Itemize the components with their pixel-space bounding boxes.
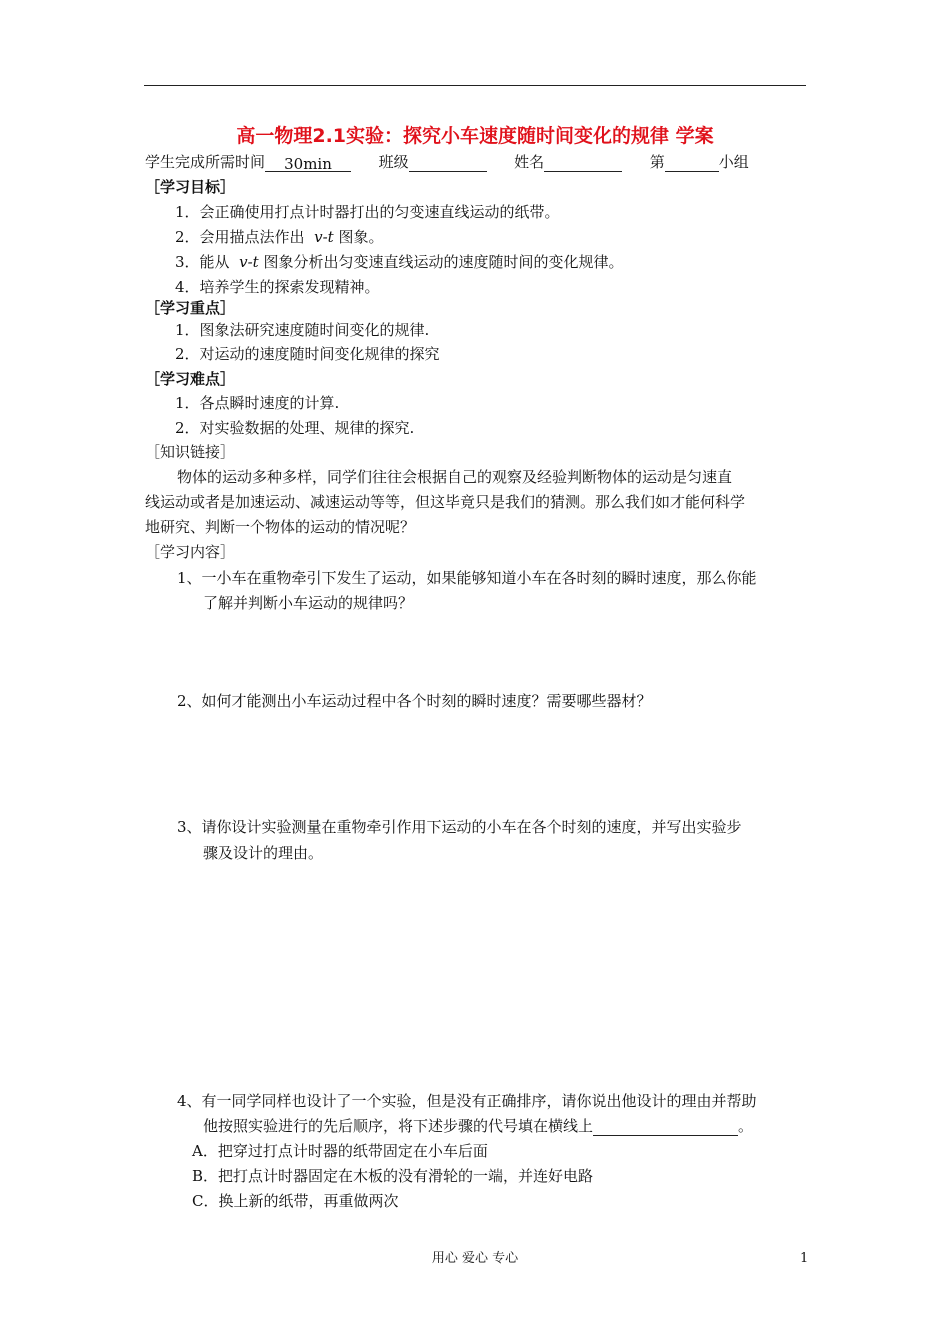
group-blank[interactable] <box>665 154 719 172</box>
difficulty-1: 1．各点瞬时速度的计算. <box>175 394 340 412</box>
time-value: 30min <box>265 154 351 172</box>
goals-heading: ［学习目标］ <box>145 178 236 196</box>
name-blank[interactable] <box>544 154 622 172</box>
document-title: 高一物理2.1实验：探究小车速度随时间变化的规律 学案 <box>236 125 714 147</box>
class-label: 班级 <box>378 153 409 171</box>
time-label: 学生完成所需时间 <box>145 153 266 171</box>
question-1-line-1: 1、一小车在重物牵引下发生了运动，如果能够知道小车在各时刻的瞬时速度，那么你能 <box>177 569 757 587</box>
knowledge-line-1: 物体的运动多种多样，同学们往往会根据自己的观察及经验判断物体的运动是匀速直 <box>177 468 733 486</box>
option-a: A．把穿过打点计时器的纸带固定在小车后面 <box>192 1142 488 1160</box>
key-points-heading: ［学习重点］ <box>145 299 236 317</box>
question-2: 2、如何才能测出小车运动过程中各个时刻的瞬时速度？需要哪些器材？ <box>177 692 652 710</box>
header-rule <box>144 85 806 86</box>
option-c: C．换上新的纸带，再重做两次 <box>192 1192 399 1210</box>
key-point-1: 1．图象法研究速度随时间变化的规律. <box>175 321 430 339</box>
footer-text: 用心 爱心 专心 <box>431 1251 519 1266</box>
class-blank[interactable] <box>409 154 487 172</box>
vt-symbol: v-t <box>239 253 259 271</box>
goal-item-3: 3．能从 v-t 图象分析出匀变速直线运动的速度随时间的变化规律。 <box>175 253 624 271</box>
goal-item-4: 4．培养学生的探索发现精神。 <box>175 278 380 296</box>
goal-item-1: 1．会正确使用打点计时器打出的匀变速直线运动的纸带。 <box>175 203 560 221</box>
option-b: B．把打点计时器固定在木板的没有滑轮的一端，并连好电路 <box>192 1167 594 1185</box>
content-heading: ［学习内容］ <box>145 543 236 561</box>
page-number: 1 <box>800 1251 809 1266</box>
question-4-line-1: 4、有一同学同样也设计了一个实验，但是没有正确排序，请你说出他设计的理由并帮助 <box>177 1092 757 1110</box>
answer-blank[interactable] <box>593 1118 738 1136</box>
knowledge-line-2: 线运动或者是加速运动、减速运动等等，但这毕竟只是我们的猜测。那么我们如才能何科学 <box>145 493 746 511</box>
group-suffix: 小组 <box>718 153 749 171</box>
question-1-line-2: 了解并判断小车运动的规律吗？ <box>203 594 414 612</box>
key-point-2: 2．对运动的速度随时间变化规律的探究 <box>175 345 440 363</box>
difficulties-heading: ［学习难点］ <box>145 370 236 388</box>
student-info-line <box>145 152 749 172</box>
group-prefix: 第 <box>649 153 665 171</box>
goal-item-2: 2．会用描点法作出 v-t 图象。 <box>175 228 384 246</box>
question-3-line-2: 骤及设计的理由。 <box>203 844 324 862</box>
vt-symbol: v-t <box>314 228 334 246</box>
name-label: 姓名 <box>514 153 545 171</box>
question-3-line-1: 3、请你设计实验测量在重物牵引作用下运动的小车在各个时刻的速度，并写出实验步 <box>177 818 742 836</box>
difficulty-2: 2．对实验数据的处理、规律的探究. <box>175 419 415 437</box>
knowledge-line-3: 地研究、判断一个物体的运动的情况呢？ <box>145 518 416 536</box>
knowledge-heading: ［知识链接］ <box>145 443 236 461</box>
question-4-line-2: 他按照实验进行的先后顺序，将下述步骤的代号填在横线上 。 <box>203 1117 754 1135</box>
